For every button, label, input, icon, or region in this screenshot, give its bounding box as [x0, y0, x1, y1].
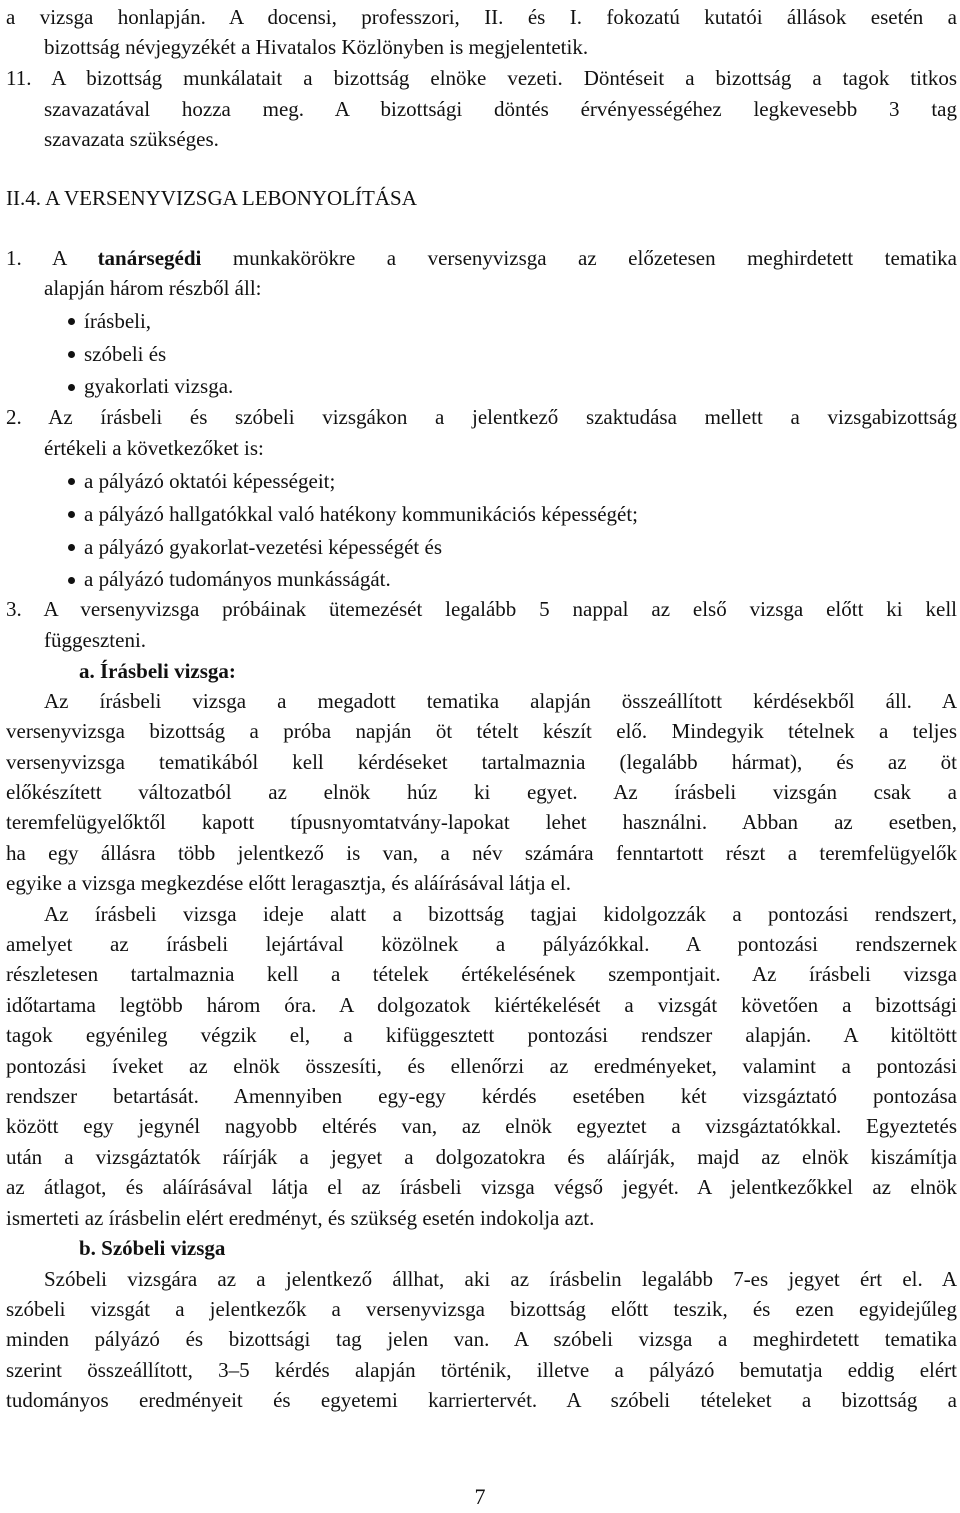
bullet-icon — [68, 318, 75, 325]
text-line: az átlagot, és aláírásával látja el az írásbeli vizsga végső jegyét. A jelentkezőkkel az elnök — [6, 1175, 957, 1199]
list-item: gyakorlati vizsga. — [84, 374, 234, 398]
bullet-icon — [68, 351, 75, 358]
text-line: egyike a vizsga megkezdése előtt leragasztja, és aláírásával látja el. — [6, 871, 571, 895]
list-item: szóbeli és — [84, 342, 167, 366]
text-line: 3. A versenyvizsga próbáinak ütemezését legalább 5 nappal az első vizsga előtt ki kell — [6, 597, 957, 621]
text-line: szóbeli vizsgát a jelentkezők a versenyvizsga bizottság előtt teszik, és ezen egyidejűleg — [6, 1297, 957, 1321]
text-line: Szóbeli vizsgára az a jelentkező állhat, aki az írásbelin legalább 7-es jegyet ért el. A — [44, 1267, 957, 1291]
text-line: rendszer betartását. Amennyiben egy-egy kérdés esetében két vizsgáztató pontozása — [6, 1084, 957, 1108]
text-line: időtartama legtöbb három óra. A dolgozatok kiértékelését a vizsgát követően a bizottsági — [6, 993, 957, 1017]
text-line: értékeli a következőket is: — [44, 436, 264, 460]
subsection-heading: a. Írásbeli vizsga: — [79, 659, 236, 683]
page-number: 7 — [474, 1484, 486, 1509]
text-line: alapján három részből áll: — [44, 276, 262, 300]
bullet-icon — [68, 478, 75, 485]
text-span: munkakörökre a versenyvizsga az előzetesen meghirdetett tematika — [201, 246, 957, 270]
text-line: tudományos eredményeit és egyetemi karriertervét. A szóbeli tételeket a bizottság a — [6, 1388, 957, 1412]
text-line: ha egy állásra több jelentkező is van, a név számára fenntartott részt a teremfelügyelők — [6, 841, 957, 865]
text-line: szavazatával hozza meg. A bizottsági döntés érvényességéhez legkevesebb 3 tag — [44, 97, 957, 121]
text-line: szavazata szükséges. — [44, 127, 219, 151]
text-span: 1. A — [6, 246, 98, 270]
subsection-heading: b. Szóbeli vizsga — [79, 1236, 226, 1260]
text-line: ismerteti az írásbelin elért eredményt, és szükség esetén indokolja azt. — [6, 1206, 595, 1230]
text-line: amelyet az írásbeli lejártával közölnek a pályázókkal. A pontozási rendszernek — [6, 932, 957, 956]
text-line: 11. A bizottság munkálatait a bizottság elnöke vezeti. Döntéseit a bizottság a tagok titkos — [6, 66, 957, 90]
text-line: tagok egyénileg végzik el, a kifüggesztett pontozási rendszer alapján. A kitöltött — [6, 1023, 957, 1047]
text-line: szerint összeállított, 3–5 kérdés alapján történik, illetve a pályázó bemutatja eddig elért — [6, 1358, 957, 1382]
bullet-icon — [68, 544, 75, 551]
text-line: Az írásbeli vizsga ideje alatt a bizottság tagjai kidolgozzák a pontozási rendszert, — [44, 902, 957, 926]
bullet-icon — [68, 511, 75, 518]
bullet-icon — [68, 384, 75, 391]
text-line: után a vizsgáztatók ráírják a jegyet a dolgozatokra és aláírják, majd az elnök kiszámítja — [6, 1145, 957, 1169]
section-heading: II.4. A VERSENYVIZSGA LEBONYOLÍTÁSA — [6, 186, 417, 210]
list-item: a pályázó tudományos munkásságát. — [84, 567, 391, 591]
list-item: a pályázó oktatói képességeit; — [84, 469, 336, 493]
text-line: 2. Az írásbeli és szóbeli vizsgákon a jelentkező szaktudása mellett a vizsgabizottság — [6, 405, 957, 429]
text-line: bizottság névjegyzékét a Hivatalos Közlönyben is megjelentetik. — [44, 35, 589, 59]
list-item: írásbeli, — [84, 309, 152, 333]
bold-term: tanársegédi — [97, 246, 202, 270]
text-line: függeszteni. — [44, 628, 147, 652]
list-item: a pályázó hallgatókkal való hatékony kommunikációs képességét; — [84, 502, 638, 526]
text-line: között egy jegynél nagyobb eltérés van, az elnök egyeztet a vizsgáztatókkal. Egyeztetés — [6, 1114, 957, 1138]
text-line: Az írásbeli vizsga a megadott tematika alapján összeállított kérdésekből áll. A — [44, 689, 957, 713]
text-line: minden pályázó és bizottsági tag jelen van. A szóbeli vizsga a meghirdetett tematika — [6, 1327, 957, 1351]
text-line: részletesen tartalmaznia kell a tételek értékelésének szempontjait. Az írásbeli vizsga — [6, 962, 957, 986]
text-line: pontozási íveket az elnök összesíti, és ellenőrzi az eredményeket, valamint a pontozási — [6, 1054, 957, 1078]
text-line: előkészített változatból az elnök húz ki egyet. Az írásbeli vizsgán csak a — [6, 780, 957, 804]
list-item: a pályázó gyakorlat-vezetési képességét és — [84, 535, 442, 559]
text-line: a vizsga honlapján. A docensi, professzori, II. és I. fokozatú kutatói állások esetén a — [6, 5, 957, 29]
text-line: versenyvizsga bizottság a próba napján öt tételt készít elő. Mindegyik tételnek a teljes — [6, 719, 957, 743]
bullet-icon — [68, 577, 75, 584]
text-line: teremfelügyelőktől kapott típusnyomtatvány-lapokat lehet használni. Abban az esetben, — [6, 810, 957, 834]
text-line: versenyvizsga tematikából kell kérdéseket tartalmaznia (legalább hármat), és az öt — [6, 750, 957, 774]
text-line — [6, 243, 957, 274]
